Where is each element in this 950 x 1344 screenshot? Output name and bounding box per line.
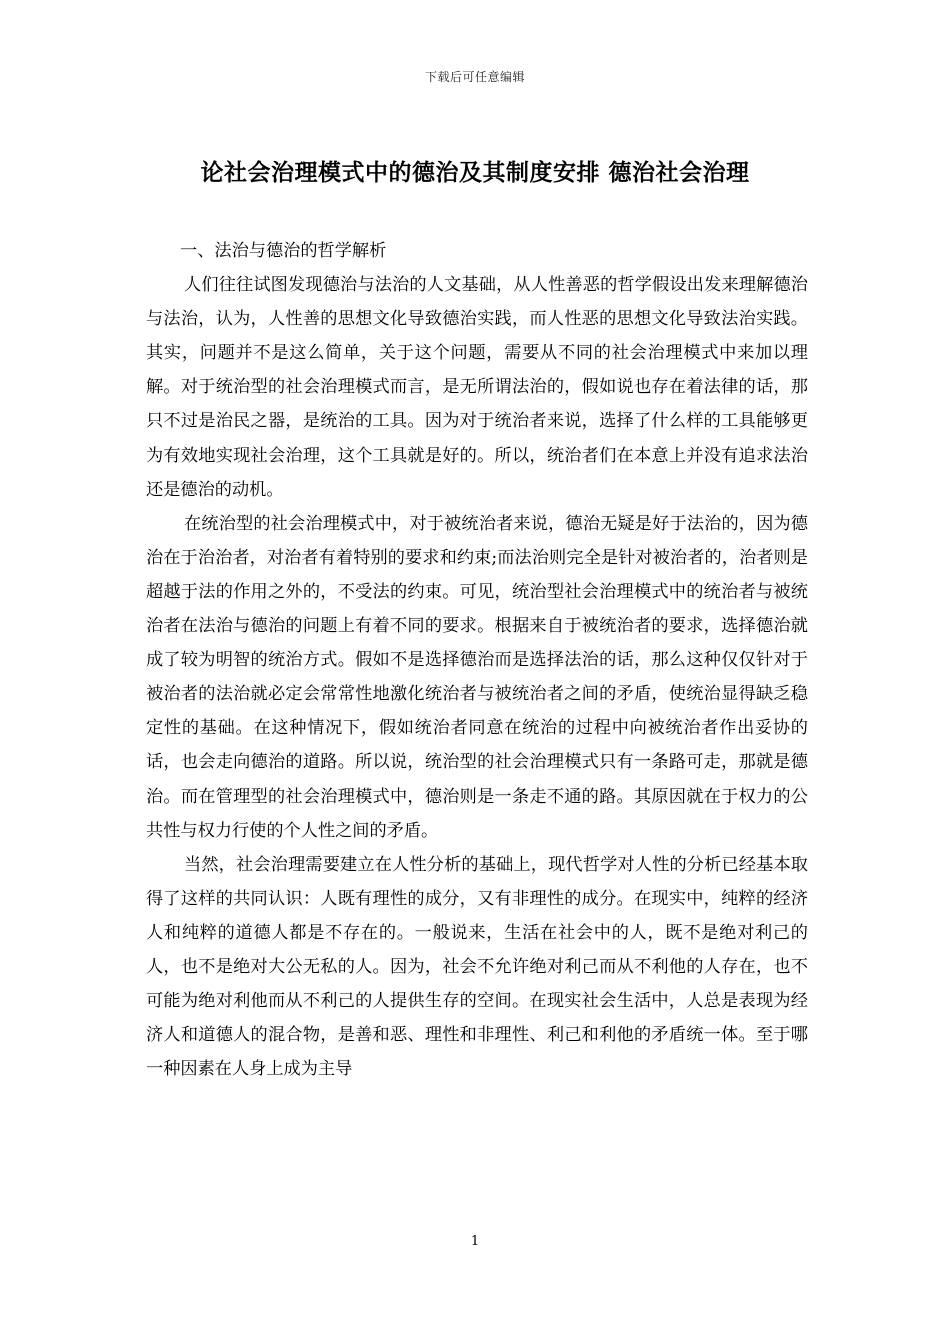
body-paragraph-3: 当然，社会治理需要建立在人性分析的基础上，现代哲学对人性的分析已经基本取得了这样的共同认识：人既有理性的成分，又有非理性的成分。在现实中，纯粹的经济人和纯粹的道德人都是不存在的。一般说来，生活在社会中的人，既不是绝对利己的人，也不是绝对大公无私的人。因为，社会不允许绝对利己而从不利他的人存在，也不可能为绝对利他而从不利己的人提供生存的空间。在现实社会生活中，人总是表现为经济人和道德人的混合物，是善和恶、理性和非理性、利己和利他的矛盾统一体。至于哪一种因素在人身上成为主导 xyxy=(146,854,808,1080)
body-paragraph-2: 在统治型的社会治理模式中，对于被统治者来说，德治无疑是好于法治的，因为德治在于治治者，对治者有着特别的要求和约束;而法治则完全是针对被治者的，治者则是超越于法的作用之外的，不受法的约束。可见，统治型社会治理模式中的统治者与被统治者在法治与德治的问题上有着不同的要求。根据来自于被统治者的要求，选择德治就成了较为明智的统治方式。假如不是选择德治而是选择法治的话，那么这种仅仅针对于被治者的法治就必定会常常性地激化统治者与被统治者之间的矛盾，使统治显得缺乏稳定性的基础。在这种情况下，假如统治者同意在统治的过程中向被统治者作出妥协的话，也会走向德治的道路。所以说，统治型的社会治理模式只有一条路可走，那就是德治。而在管理型的社会治理模式中，德治则是一条走不通的路。其原因就在于权力的公共性与权力行使的个人性之间的矛盾。 xyxy=(146,513,808,841)
page-header: 下载后可任意编辑 xyxy=(424,70,525,84)
section-heading: 一、法治与德治的哲学解析 xyxy=(180,241,387,261)
body-paragraph-1: 人们往往试图发现德治与法治的人文基础，从人性善恶的哲学假设出发来理解德治与法治，认为，人性善的思想文化导致德治实践，而人性恶的思想文化导致法治实践。其实，问题并不是这么简单，关于这个问题，需要从不同的社会治理模式中来加以理解。对于统治型的社会治理模式而言，是无所谓法治的，假如说也存在着法律的话，那只不过是治民之器，是统治的工具。因为对于统治者来说，选择了什么样的工具能够更为有效地实现社会治理，这个工具就是好的。所以，统治者们在本意上并没有追求法治还是德治的动机。 xyxy=(146,275,808,500)
document-body xyxy=(146,234,808,1086)
page-number: 1 xyxy=(470,1234,480,1249)
document-title: 论社会治理模式中的德治及其制度安排 德治社会治理 xyxy=(200,160,750,186)
